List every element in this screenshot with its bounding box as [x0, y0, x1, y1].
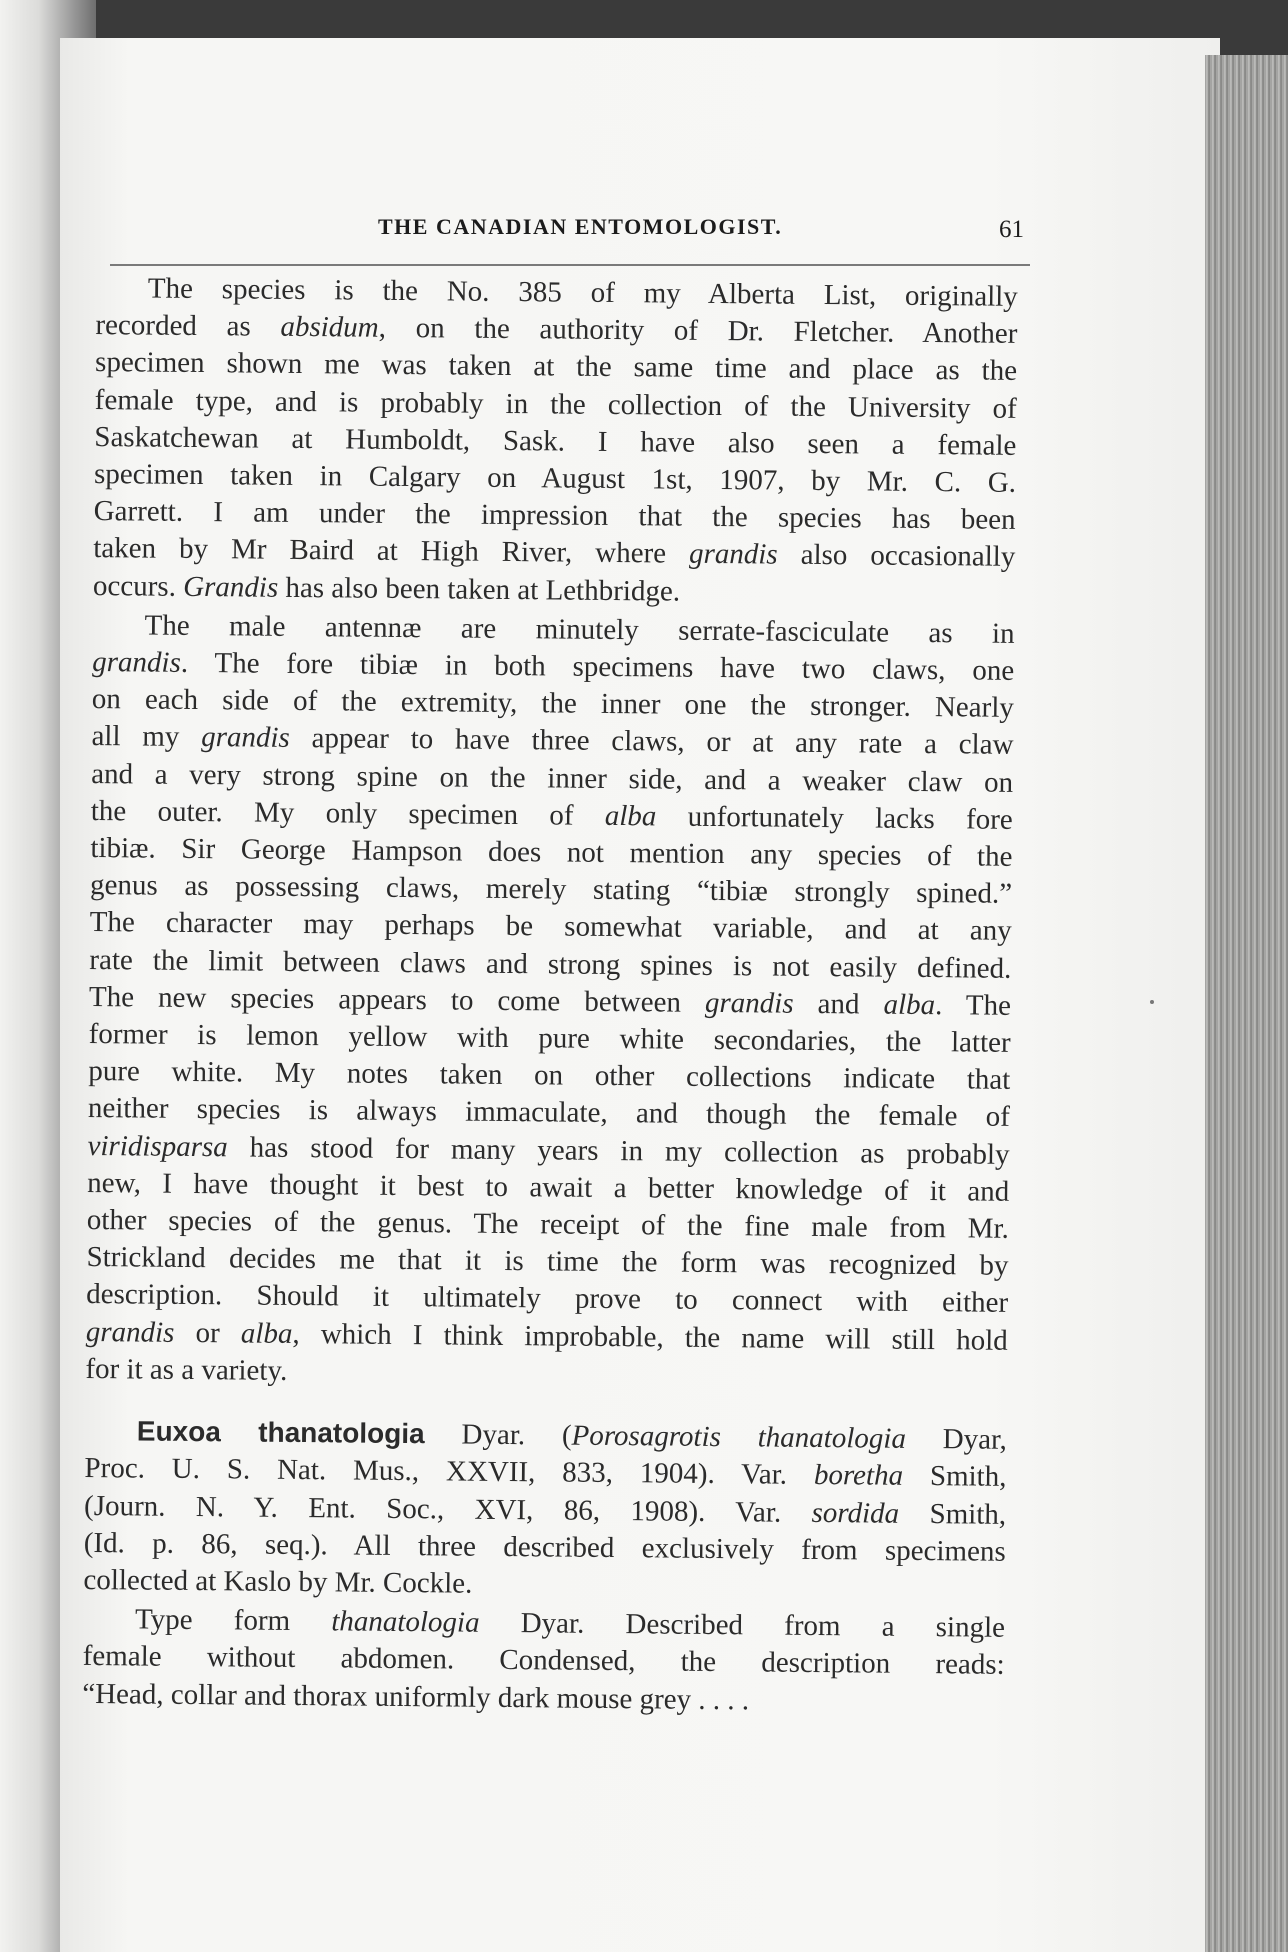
text-line: female without abdomen. Condensed, the description reads: [82, 1640, 1005, 1682]
text-line: The species is the No. 385 of my Alberta List, originally [147, 272, 1018, 313]
text-line: neither species is always immaculate, and though the female of [87, 1092, 1011, 1134]
text-line: female type, and is probably in the collection of the University of [94, 383, 1017, 425]
text-line: (Id. p. 86, seq.). All three described exclusively from specimens [83, 1526, 1006, 1568]
text-line: pure white. My notes taken on other collections indicate that [88, 1055, 1011, 1097]
text-line: Euxoa thanatologia Dyar. (Porosagrotis thanatologia Dyar, [136, 1415, 1007, 1456]
text-line: The character may perhaps be somewhat variable, and at any [89, 906, 1012, 948]
text-line: recorded as absidum, on the authority of Dr. Fletcher. Another [95, 309, 1018, 351]
text-line: genus as possessing claws, merely stating “tibiæ strongly spined.” [89, 869, 1013, 911]
italic-term: grandis [704, 986, 794, 1020]
paragraph [82, 1601, 1005, 1721]
text-line: Proc. U. S. Nat. Mus., XXVII, 833, 1904). Var. boretha Smith, [84, 1452, 1007, 1494]
text-line: collected at Kaslo by Mr. Cockle. [83, 1563, 473, 1600]
text-line: and a very strong spine on the inner side, and a weaker claw on [91, 757, 1014, 799]
italic-term: absidum [280, 310, 379, 344]
italic-term: alba [604, 799, 657, 833]
italic-term: Grandis [183, 570, 279, 604]
italic-term: Porosagrotis thanatologia [571, 1419, 907, 1455]
text-line: viridisparsa has stood for many years in my collection as probably [87, 1129, 1010, 1171]
paragraph [85, 607, 1014, 1397]
text-line: new, I have thought it best to await a better knowledge of it and [87, 1166, 1010, 1208]
text-line: for it as a variety. [85, 1352, 288, 1387]
italic-term: thanatologia [331, 1605, 480, 1639]
text-line: specimen taken in Calgary on August 1st, 1907, by Mr. C. G. [93, 458, 1017, 499]
journal-title: THE CANADIAN ENTOMOLOGIST. [378, 214, 783, 239]
italic-term: grandis [85, 1315, 175, 1349]
italic-term: sordida [811, 1496, 900, 1530]
italic-term: viridisparsa [87, 1129, 228, 1163]
text-line: (Journ. N. Y. Ent. Soc., XVI, 86, 1908). Var. sordida Smith, [83, 1489, 1007, 1531]
text-line: tibiæ. Sir George Hampson does not mention any species of the [90, 832, 1013, 873]
italic-term: grandis [201, 721, 290, 755]
italic-term: boretha [813, 1459, 904, 1493]
text-line: the outer. My only specimen of alba unfortunately lacks fore [90, 794, 1013, 836]
paragraph [83, 1412, 1007, 1608]
italic-term: alba [883, 988, 936, 1021]
article-body [82, 270, 1018, 1722]
italic-term: alba [240, 1317, 293, 1350]
text-line: rate the limit between claws and strong spines is not easily defined. [89, 943, 1012, 985]
text-line: other species of the genus. The receipt of the fine male from Mr. [86, 1204, 1009, 1245]
text-line: all my grandis appear to have three claws, or at any rate a claw [91, 720, 1014, 762]
text-line: Strickland decides me that it is time the form was recognized by [86, 1241, 1009, 1283]
page-stack-edge [1205, 55, 1288, 1952]
italic-term: grandis [688, 538, 778, 571]
text-line: grandis. The fore tibiæ in both specimens have two claws, one [92, 646, 1015, 687]
text-line: grandis or alba, which I think improbable, the name will still hold [85, 1315, 1008, 1357]
italic-term: grandis [92, 646, 182, 679]
text-line: specimen shown me was taken at the same time and place as the [94, 346, 1018, 388]
species-heading: Euxoa thanatologia [136, 1415, 425, 1450]
text-line: “Head, collar and thorax uniformly dark mouse grey . . . . [82, 1677, 750, 1716]
text-line: Type form thanatologia Dyar. Described from a single [134, 1603, 1006, 1644]
page-number: 61 [999, 216, 1024, 243]
text-line: The new species appears to come between grandis and alba. The [88, 980, 1012, 1022]
text-line: former is lemon yellow with pure white secondaries, the latter [88, 1018, 1011, 1059]
text-line: on each side of the extremity, the inner one the stronger. Nearly [91, 683, 1014, 725]
text-line: occurs. Grandis has also been taken at Lethbridge. [92, 569, 681, 608]
text-line: Saskatchewan at Humboldt, Sask. I have also seen a female [94, 420, 1017, 462]
text-line: taken by Mr Baird at High River, where grandis also occasionally [93, 532, 1016, 574]
header-rule [110, 264, 1030, 266]
paragraph [93, 270, 1018, 614]
text-line: The male antennæ are minutely serrate-fasciculate as in [144, 609, 1015, 650]
text-line: Garrett. I am under the impression that the species has been [93, 495, 1016, 537]
speck [1150, 1000, 1154, 1004]
text-line: description. Should it ultimately prove to connect with either [86, 1278, 1009, 1320]
running-head [100, 210, 1030, 250]
